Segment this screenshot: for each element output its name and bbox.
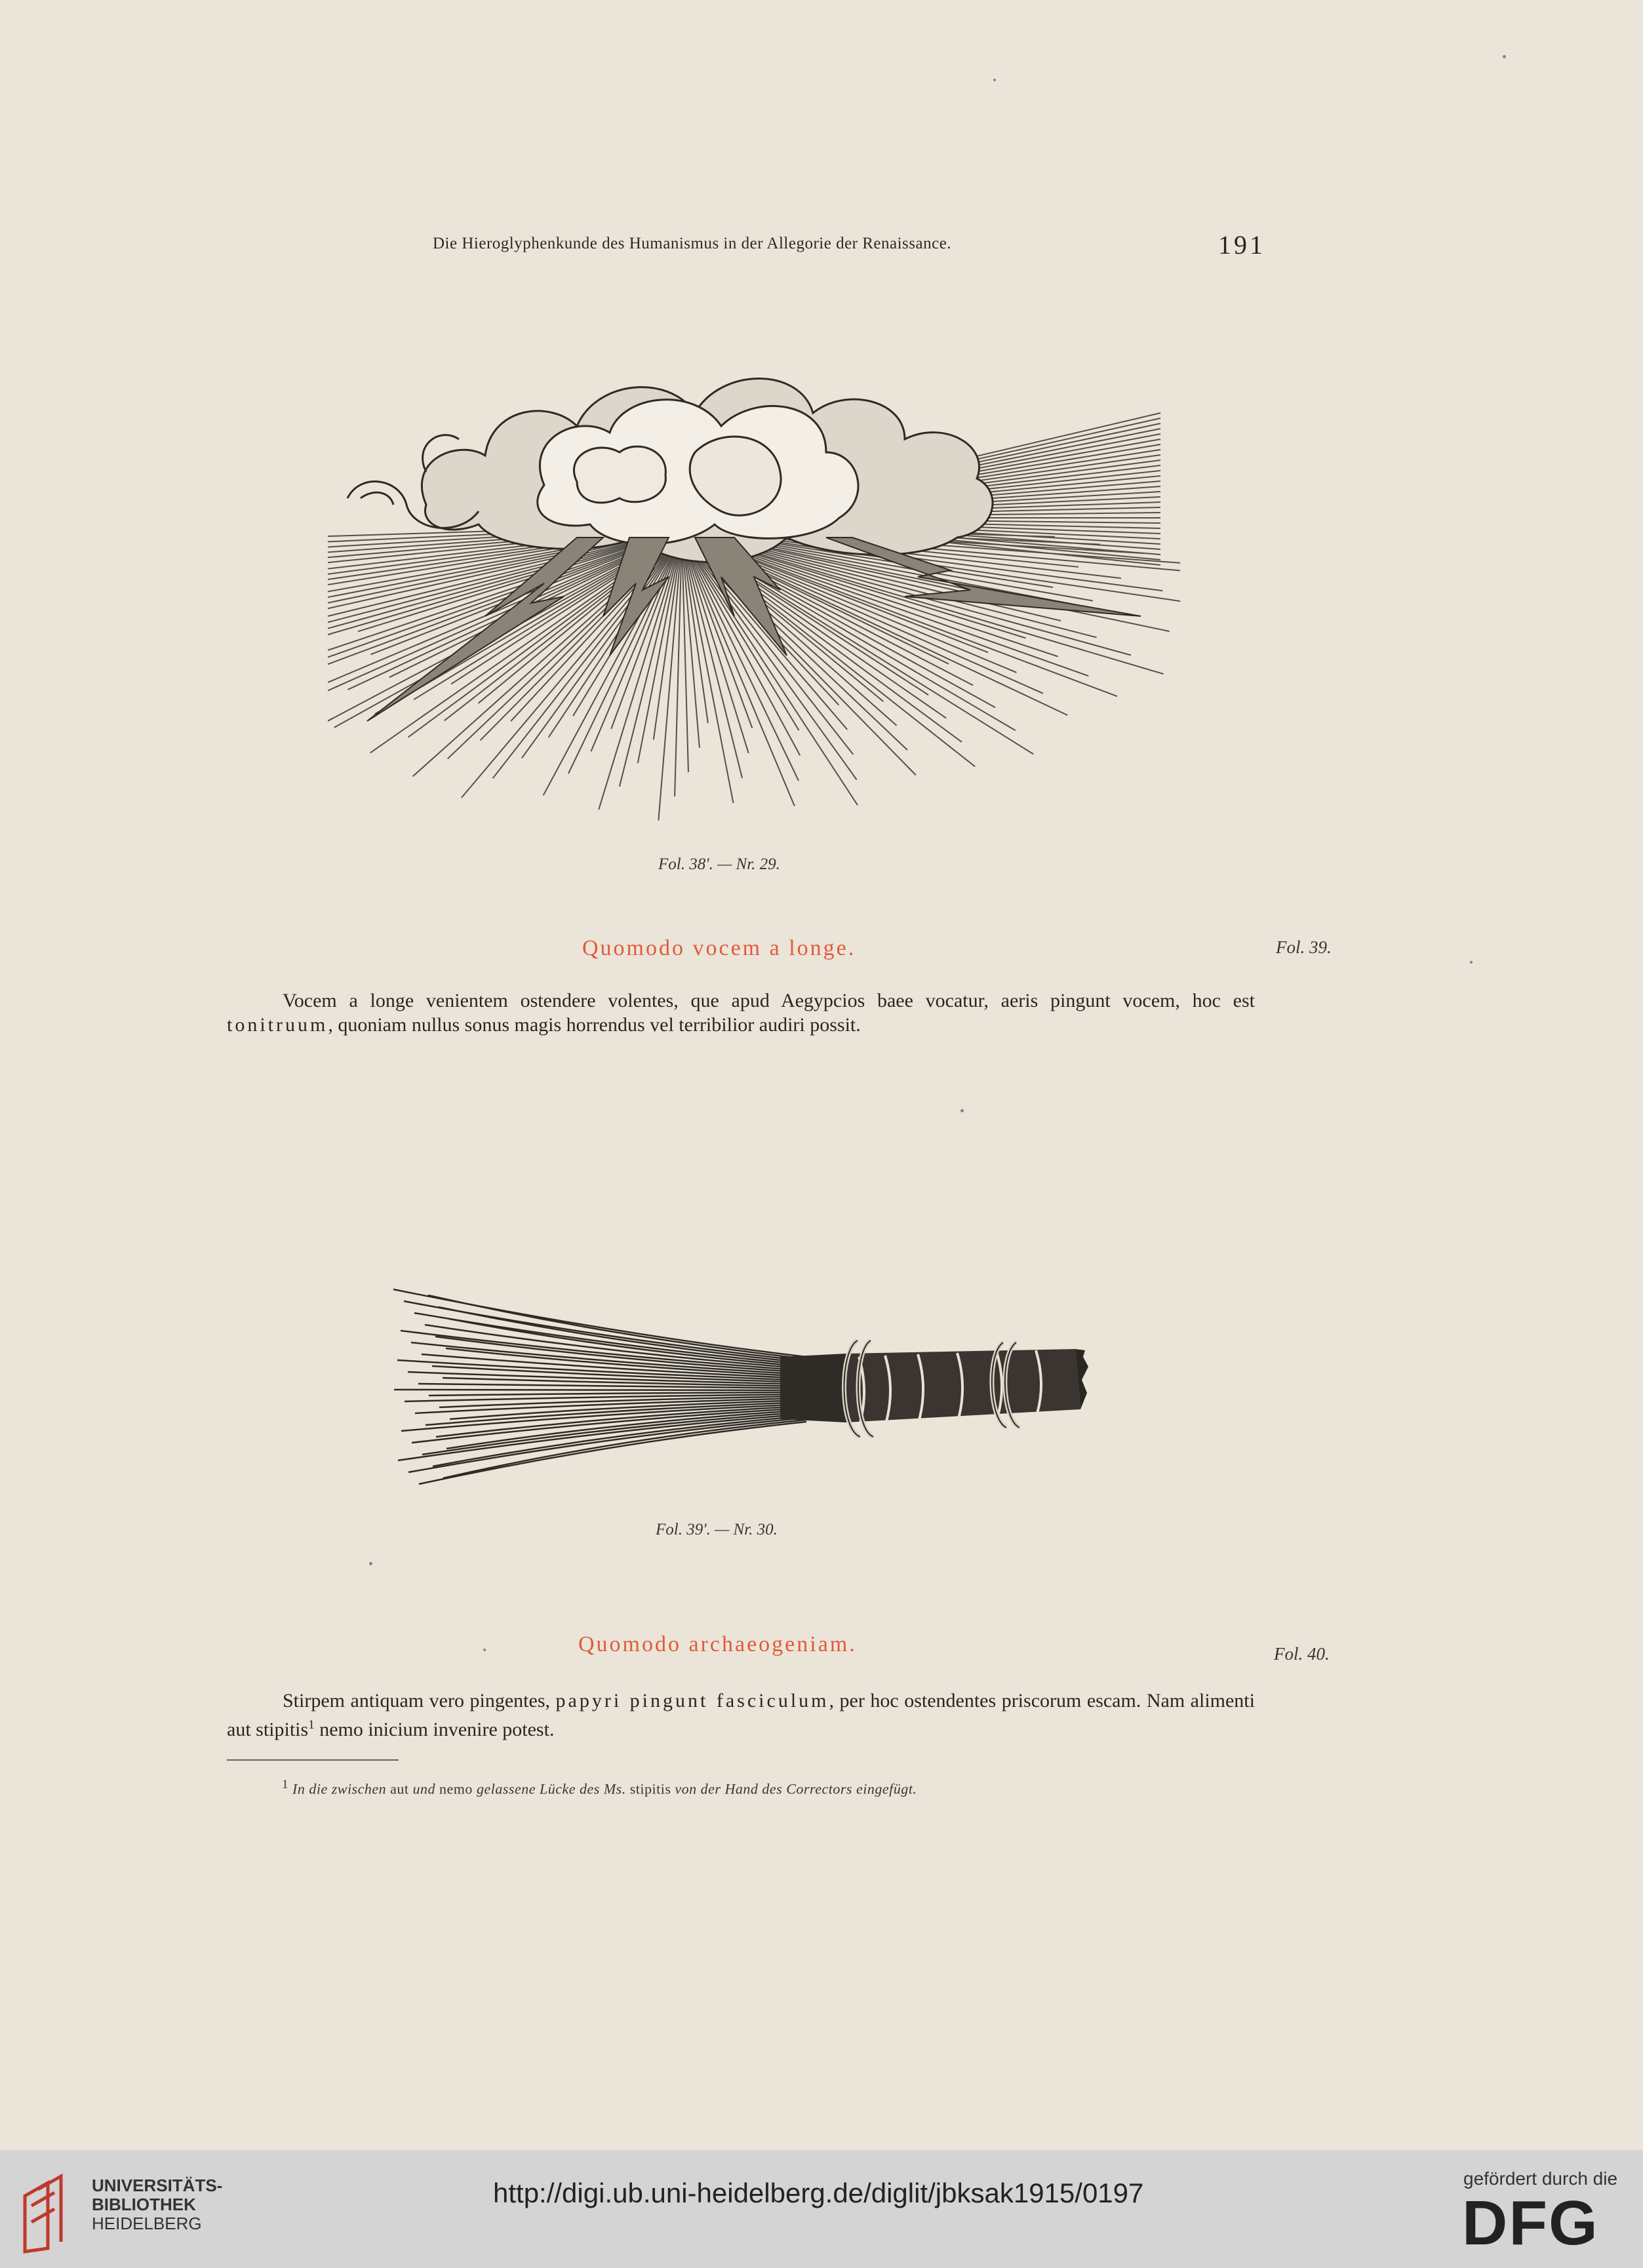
section-1-text xyxy=(227,988,1255,1037)
section-2-text-a: Stirpem antiquam vero pingentes, xyxy=(283,1690,556,1711)
section-2-folio: Fol. 40. xyxy=(1274,1644,1330,1664)
footnote xyxy=(282,1778,917,1797)
dfg-logo-text: DFG xyxy=(1462,2192,1599,2251)
university-library-logo xyxy=(18,2170,84,2255)
dfg-logo xyxy=(1462,2192,1626,2251)
running-title: Die Hieroglyphenkunde des Humanismus in der Allegorie der Renaissance. xyxy=(433,235,952,252)
papyrus-bundle-illustration xyxy=(387,1259,1088,1508)
paper-speck xyxy=(1470,961,1473,964)
section-1-folio: Fol. 39. xyxy=(1276,937,1332,957)
paper-speck xyxy=(960,1109,964,1112)
library-name-line-1: UNIVERSITÄTS- xyxy=(92,2176,223,2195)
page-number: 191 xyxy=(1218,230,1265,260)
section-1-heading: Quomodo vocem a longe. xyxy=(582,936,856,960)
footer-bar xyxy=(0,2150,1643,2268)
library-name-line-3: HEIDELBERG xyxy=(92,2214,202,2233)
paper-speck xyxy=(483,1649,486,1651)
footnote-part-f: stipitis xyxy=(625,1780,675,1797)
footnote-part-a: In die zwischen xyxy=(292,1780,387,1797)
section-2-text-spaced: papyri pingunt fasciculum xyxy=(555,1690,829,1711)
figure-2-caption: Fol. 39'. — Nr. 30. xyxy=(656,1521,778,1538)
footnote-marker: 1 xyxy=(282,1778,288,1791)
footnote-divider xyxy=(227,1759,399,1761)
footnote-reference[interactable]: 1 xyxy=(308,1718,315,1732)
library-name-line-2: BIBLIOTHEK xyxy=(92,2195,196,2214)
figure-1-caption: Fol. 38'. — Nr. 29. xyxy=(658,855,780,873)
footnote-part-g: von der Hand des Correctors eingefügt. xyxy=(675,1780,917,1797)
section-1-text-a: Vocem a longe venientem ostendere volentes, que apud Aegypcios baee vocatur, aeris pingunt vocem, hoc est xyxy=(283,990,1255,1011)
cloud-with-rays-illustration xyxy=(328,341,1180,839)
paper-speck xyxy=(369,1562,372,1565)
footnote-part-b: aut xyxy=(386,1780,413,1797)
permalink-url[interactable]: http://digi.ub.uni-heidelberg.de/diglit/jbksak1915/0197 xyxy=(493,2178,1144,2208)
section-2-text-c: nemo inicium invenire potest. xyxy=(314,1719,555,1740)
section-1-text-spaced: tonitruum xyxy=(227,1014,328,1036)
funding-label: gefördert durch die xyxy=(1463,2168,1618,2189)
section-1-text-b: , quoniam nullus sonus magis horrendus vel terribilior audiri possit. xyxy=(328,1014,861,1036)
footnote-part-c: und xyxy=(412,1780,436,1797)
footnote-part-d: nemo xyxy=(435,1780,477,1797)
library-name xyxy=(92,2176,222,2233)
section-2-heading: Quomodo archaeogeniam. xyxy=(578,1632,857,1656)
footnote-part-e: gelassene Lücke des Ms. xyxy=(476,1780,626,1797)
section-2-text xyxy=(227,1689,1255,1742)
section-2-text-b: , per hoc ostendentes priscorum escam. Nam alimenti aut stipitis xyxy=(227,1690,1255,1740)
paper-speck xyxy=(1503,55,1506,58)
paper-speck xyxy=(993,79,996,81)
